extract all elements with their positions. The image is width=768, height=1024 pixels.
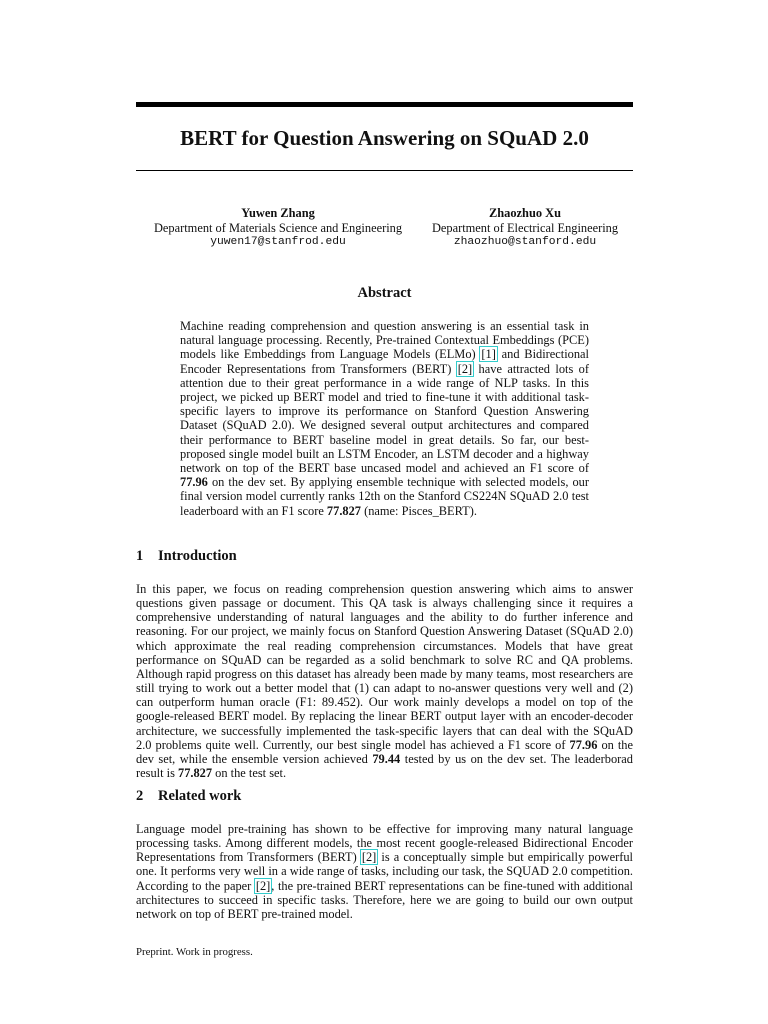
citation-link[interactable]: [2]	[255, 878, 271, 893]
author-block-2	[420, 206, 630, 250]
author-block-1	[146, 206, 410, 250]
section-heading-introduction	[136, 547, 237, 565]
abstract-test-score: 77.827	[326, 503, 361, 518]
section-number: 1	[136, 548, 144, 564]
abstract-f1-score: 77.96	[180, 475, 208, 490]
paper-title: BERT for Question Answering on SQuAD 2.0	[180, 126, 589, 150]
section-number: 2	[136, 788, 144, 804]
author-name: Zhaozhuo Xu	[489, 206, 561, 220]
body-text: Language model pre-training has shown to be effective for improving many natural language processing tasks. Among different models, the most recent google-released Bidirectional Encoder Representations from Transformers (BERT)	[136, 822, 633, 865]
abstract-text: have attracted lots of attention due to their great performance in a wide range of NLP tasks. In this project, we picked up BERT model and tried to fine-tune it with additional task-specific layers to improve its performance on Stanford Question Answering Dataset (SQuAD 2.0). We designed several output architectures and compared their performance to BERT baseline model in great details. So far, our best-proposed single model built an LSTM Encoder, an LSTM decoder and a highway network on top of the BERT base uncased model and achieved an F1 score of	[180, 361, 589, 476]
citation-link[interactable]: [2]	[361, 850, 377, 865]
author-department: Department of Materials Science and Engineering	[153, 220, 403, 235]
abstract-text: on the dev set. By applying ensemble technique with selected models, our final version model currently ranks 12th on the Stanford CS224N SQuAD 2.0 test leaderboard with an F1 score	[180, 475, 589, 518]
section-title: Related work	[158, 788, 242, 804]
author-department: Department of Electrical Engineering	[431, 220, 619, 235]
abstract-body	[180, 319, 589, 518]
intro-test-f1: 77.827	[178, 766, 213, 781]
author-name: Yuwen Zhang	[241, 206, 315, 220]
section-title: Introduction	[158, 548, 237, 564]
related-work-body	[136, 822, 633, 921]
citation-link[interactable]: [1]	[481, 347, 496, 362]
body-text: , the pre-trained BERT representations can be fine-tuned with additional architectures to succeed in specific tasks. Therefore, here we are going to build our own output network on top of BERT pre-trained model.	[136, 878, 633, 921]
author-email: yuwen17@stanfrod.edu	[210, 236, 346, 248]
body-text: on the dev set, while the ensemble version achieved	[136, 737, 633, 766]
introduction-body	[136, 582, 633, 780]
abstract-text: and Bidirectional Encoder Representations from Transformers (BERT)	[180, 347, 589, 376]
title-bottom-rule	[136, 170, 633, 171]
body-text: is a conceptually simple but empirically powerful one. It performs very well in a wide range of tasks, including our task, the SQUAD 2.0 competition. According to the paper	[136, 850, 633, 893]
intro-dev-f1: 77.96	[569, 737, 598, 752]
body-text: In this paper, we focus on reading comprehension question answering which aims to answer questions given passage or document. This QA task is always challenging since it requires a comprehensive understanding of natural languages and the ability to do further inference and reasoning. For our project, we mainly focus on Stanford Question Answering Dataset (SQuAD 2.0) which approximate the real reading comprehension circumstances. Models that have great performance on SQuAD can be regarded as a solid benchmark to solve RC and QA problems. Although rapid progress on this dataset has already been made by many teams, most researchers are still trying to work out a better model that (1) can adapt to no-answer questions very well and (2) can outperform human oracle (F1: 89.452). Our work mainly develops a model on top of the google-released BERT model. By replacing the linear BERT output layer with an encoder-decoder architecture, we successfully implemented the task-specific layers that can deal with the SQuAD 2.0 problems quite well. Currently, our best single model has achieved a F1 score of	[136, 582, 633, 752]
title-top-rule	[136, 102, 633, 107]
preprint-footer: Preprint. Work in progress.	[136, 946, 253, 958]
intro-ensemble-f1: 79.44	[372, 751, 401, 766]
author-email: zhaozhuo@stanford.edu	[453, 236, 597, 248]
citation-link[interactable]: [2]	[457, 361, 473, 376]
abstract-heading: Abstract	[357, 285, 412, 301]
body-text: on the test set.	[212, 766, 287, 781]
abstract-text: Machine reading comprehension and question answering is an essential task in natural language processing. Recently, Pre-trained Contextual Embeddings (PCE) models like Embeddings from Language Models (ELMo)	[180, 319, 589, 362]
section-heading-related-work	[136, 787, 241, 805]
abstract-text: (name: Pisces_BERT).	[361, 503, 477, 518]
body-text: tested by us on the dev set. The leaderborad result is	[136, 751, 633, 781]
